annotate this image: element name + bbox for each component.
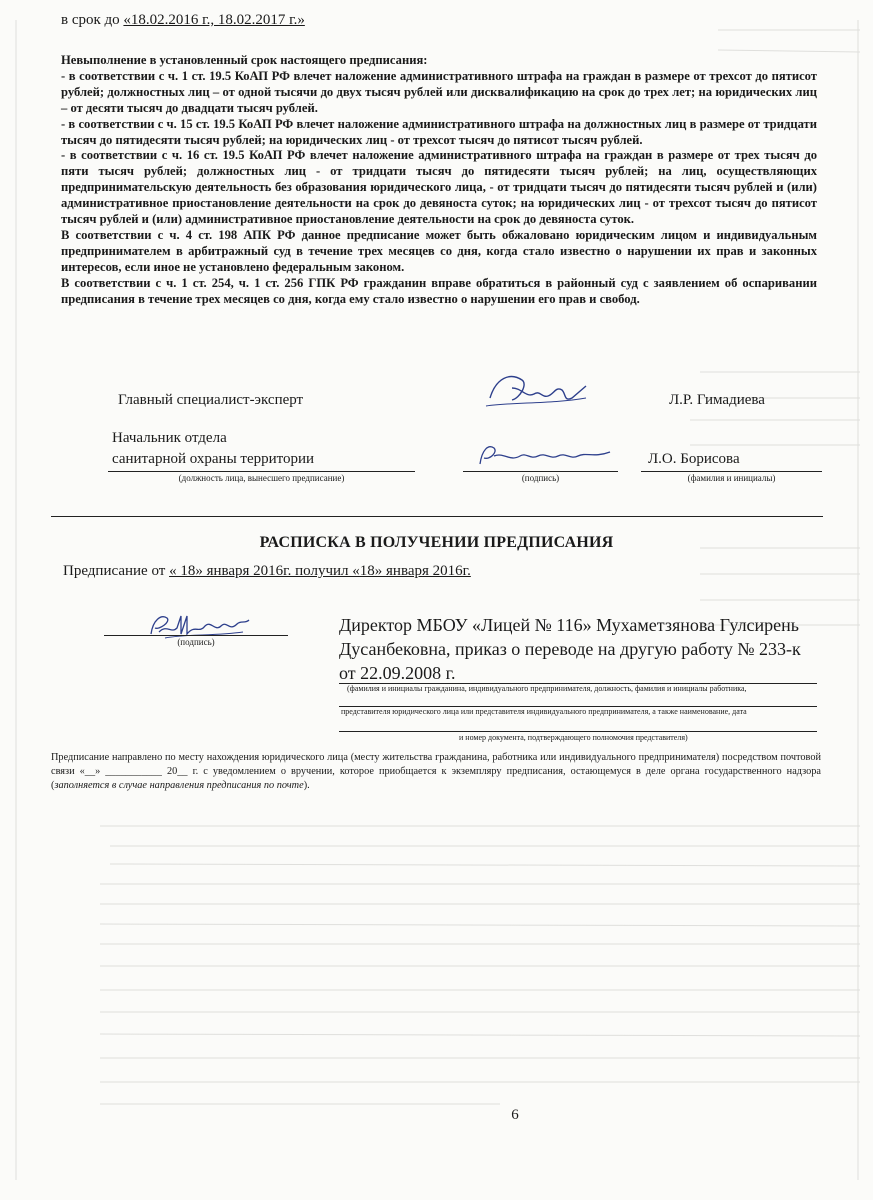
warning-paragraph: - в соответствии с ч. 1 ст. 19.5 КоАП РФ влечет наложение административного штрафа на граждан в размере от трехсот до пятисот рублей; должностных лиц – от одной тысячи до двух тысяч рублей или дисквалификацию на срок до трех лет; на юридических лиц – от десяти тысяч до двадцати тысяч рублей.	[61, 68, 817, 115]
warning-paragraph: - в соответствии с ч. 16 ст. 19.5 КоАП РФ влечет наложение административного штрафа на граждан в размере от трех тысяч до пяти тысяч рублей; должностных лиц - от тридцати тысяч до пятидесяти тысяч рублей; на лиц, осуществляющих предпринимательскую деятельность без образования юридического лица, - от тридцати тысяч до пятидесяти тысяч рублей и (или) административное приостановление деятельности на срок до девяноста суток; на юридических лиц - от трехсот тысяч до пятисот тысяч рублей и (или) административное приостановление деятельности на срок до девяноста суток.	[61, 148, 817, 227]
recipient-caption-3: и номер документа, подтверждающего полномочия представителя)	[459, 733, 688, 742]
footnote-text: Предписание направлено по месту нахождения юридического лица (месту жительства гражданина, работника или индивидуального предпринимателя) посредством почтовой связи «__» ___________ 20__ г. с уведомлением о вручении, которое приобщается к экземпляру предписания, остающемуся в деле органа государственного надзора (	[51, 752, 821, 791]
order-prefix: Предписание от	[63, 563, 170, 579]
penalty-warning-block	[61, 53, 817, 308]
head-position-line1: Начальник отдела	[112, 430, 227, 446]
warning-paragraph: - в соответствии с ч. 15 ст. 19.5 КоАП РФ влечет наложение административного штрафа на должностных лиц в размере от тридцати тысяч до пятидесяти тысяч рублей; на юридических лиц - от трехсот тысяч до пятисот тысяч рублей.	[61, 116, 817, 147]
recipient-caption-2: представителя юридического лица или представителя индивидуального предпринимателя, а также наименование, дата	[341, 707, 747, 716]
recipient-signature-line	[104, 635, 288, 636]
warning-paragraph: В соответствии с ч. 1 ст. 254, ч. 1 ст. 256 ГПК РФ гражданин вправе обратиться в районный суд с заявлением об оспаривании предписания в течение трех месяцев со дня, когда ему стало известно о нарушении его прав и свобод.	[61, 275, 817, 306]
warning-heading: Невыполнение в установленный срок настоящего предписания:	[61, 53, 428, 67]
caption-signature: (подпись)	[521, 473, 560, 483]
recipient-details: Директор МБОУ «Лицей № 116» Мухаметзянова Гулсирень Дусанбековна, приказ о переводе на другую работу № 233-к от 22.09.2008 г.	[339, 615, 801, 683]
deadline-dates: «18.02.2016 г., 18.02.2017 г.»	[123, 12, 305, 28]
caption-name: (фамилия и инициалы)	[687, 473, 776, 483]
postal-footnote	[51, 751, 821, 792]
section-divider	[51, 516, 823, 517]
recipient-caption-1: (фамилия и инициалы гражданина, индивидуального предпринимателя, должность, фамилия и инициалы работника,	[347, 684, 747, 693]
head-signature	[470, 438, 618, 474]
receipt-title: РАСПИСКА В ПОЛУЧЕНИИ ПРЕДПИСАНИЯ	[259, 534, 614, 551]
name-underline	[641, 471, 822, 472]
head-position-line2: санитарной охраны территории	[112, 451, 315, 467]
page-number: 6	[511, 1107, 519, 1123]
specialist-signature	[482, 368, 592, 414]
deadline-prefix: в срок до	[61, 12, 124, 28]
specialist-position: Главный специалист-эксперт	[118, 392, 304, 408]
signature-underline	[463, 471, 618, 472]
order-dates: « 18» января 2016г. получил «18» января 2016г.	[169, 563, 471, 579]
specialist-name: Л.Р. Гимадиева	[669, 392, 765, 408]
recipient-signature-caption: (подпись)	[177, 637, 215, 647]
warning-paragraph: В соответствии с ч. 4 ст. 198 АПК РФ данное предписание может быть обжаловано юридическим лицом и индивидуальным предпринимателем в арбитражный суд в течение трех месяцев со дня, когда стало известно о нарушении их прав и законных интересов, если иное не установлено федеральным законом.	[61, 227, 817, 274]
head-name: Л.О. Борисова	[648, 451, 740, 467]
deadline-line	[61, 12, 305, 29]
caption-position: (должность лица, вынесшего предписание)	[178, 473, 345, 483]
order-receipt-line	[63, 563, 471, 580]
footnote-italic: заполняется в случае направления предписания по почте	[54, 779, 304, 791]
recipient-underline-3	[339, 731, 817, 732]
position-underline	[108, 471, 415, 472]
footnote-end: ).	[303, 779, 310, 791]
